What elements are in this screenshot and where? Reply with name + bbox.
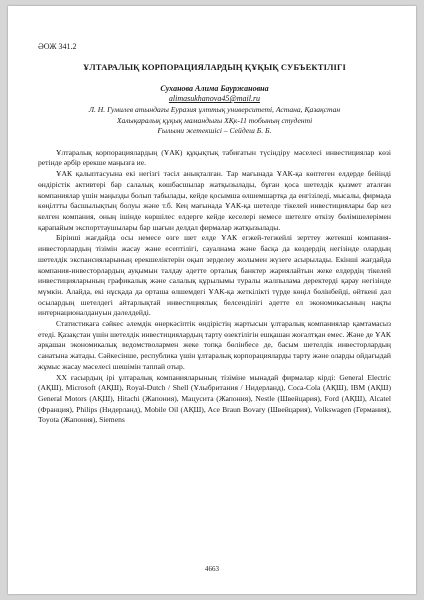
page-content	[38, 42, 391, 426]
affiliation-student: Халықаралық құқық мамандығы ХҚк-11 тобының студенті	[116, 115, 313, 125]
author-name: Суханова Алима Бауржановна	[160, 84, 269, 93]
udc-code: ӘОЖ 341.2	[38, 42, 77, 51]
author-email[interactable]	[38, 94, 391, 104]
page-number: 4663	[205, 565, 219, 573]
paragraph: XX ғасырдың ірі ұлтаралық компанияларының тізіміне мынадай фирмалар кірді: General Electric (АҚШ), Microsoft (АҚШ), Royal-Dutch / Shell (Ұлыбритания / Нидерланд), Coca-Cola (АҚШ), IBM (АҚШ) General Motors (АҚШ), Hitachi (Жапония), Мацусита (Жапония), Nestle (Швейцария), Ford (АҚШ), Alcatel (Франция), Philips (Нидерланд), Mobile Oil (АҚШ), Ace Braun Bovary (Швейцария), Volkswagen (Германия), Toyota (Жапония), Siemens	[38, 372, 391, 425]
author-email-link[interactable]: alimasukhanova45@mail.ru	[168, 94, 261, 103]
paragraph: ҰАК қалыптасуына екі негізгі тәсіл анықталған. Тар мағынада ҰАК-қа көптеген елдерде бейінді өндірістік активтері бар салалық көшбасшылар жатқызылады, бұған қоса шетелдік қызмет аталған компаниялар үшін маңызды болып табылады, кейде қосымша өлшемшартқа да енгізіледі, мысалы, фирмада көңілтты басшылықтың болуы және т.б. Кең мағынада ҰАК-қа шетелде тікелей инвестициялары бар кез келген компания, оның ішінде көршілес елдерге кейде кеселері немесе шетелге өткізу бөлімшелерімен қарапайым экспорттаушылары бар шағын делдал фирмалар жатқызылады.	[38, 169, 391, 232]
affiliation-university: Л. Н. Гумилев атындағы Еуразия ұлттық университеті, Астана, Қазақстан	[88, 105, 341, 114]
document-page	[8, 6, 416, 594]
affiliation-supervisor: Ғылыми жетекшісі – Сейдеш Б. Б.	[157, 126, 272, 136]
paragraph: Статистикаға сәйкес әлемдік өнеркәсіптік өндірістің жартысын ұлтаралық компаниялар қамтамасыз етеді. Қазақстан үшін шетелдік инвестициялардың тарту өзектілігін ешқашан жоғалтқан емес. Және де ҰАК әрқашан экономикалық ведомстволармен жеке топқа бөлінбесе де, басым шетелдік инвесторлардың санатына жатады. Сәйкесінше, республика үшін ұлтаралық корпорацияларды тарту және оларды ойдағыдай жұмыс жасау мәселесі шешімін таппай отыр.	[38, 319, 391, 371]
article-body	[38, 148, 391, 426]
paragraph: Бірінші жағдайда осы немесе өзге шет елде ҰАК егжей-тегжейлі зерттеу жетекші компания-инвесторлардың тізімін жасау және есептілігі, сауалнама және басқа да көздердің негізінде олардың шетелдік экспансияларының ерекшеліктерін оқып зерделеу жолымен жүзеге асырылады. Екінші жағдайда компания-инвесторлардың ауқымын талдау әдетте орталық банктер жариялайтын жеке елдердің тікелей инвестицияларының графикалық және салалық құрылымы туралы жалпылама деректерді қарау негізінде мүмкін. Алайда, екі нұсқада да орташа өлшемдегі ҰАК-қа жеткілікті түрде көңіл бөлінбейді, өйткені дәл осылардың шетелдегі айтарлықтай инвестициялық белсенділігі әдетте ел экономикасының нақты интернационалдануын дәлелдейді.	[38, 233, 391, 318]
article-title: ҰЛТАРАЛЫҚ КОРПОРАЦИЯЛАРДЫҢ ҚҰҚЫҚ СУБЪЕКТІЛІГІ	[83, 62, 346, 72]
paragraph: Ұлтаралық корпорациялардың (ҰАК) құқықтық табиғатын түсіндіру мәселесі инвестициялар көзі ретінде әрбір ерекше маңызға ие.	[38, 147, 391, 168]
